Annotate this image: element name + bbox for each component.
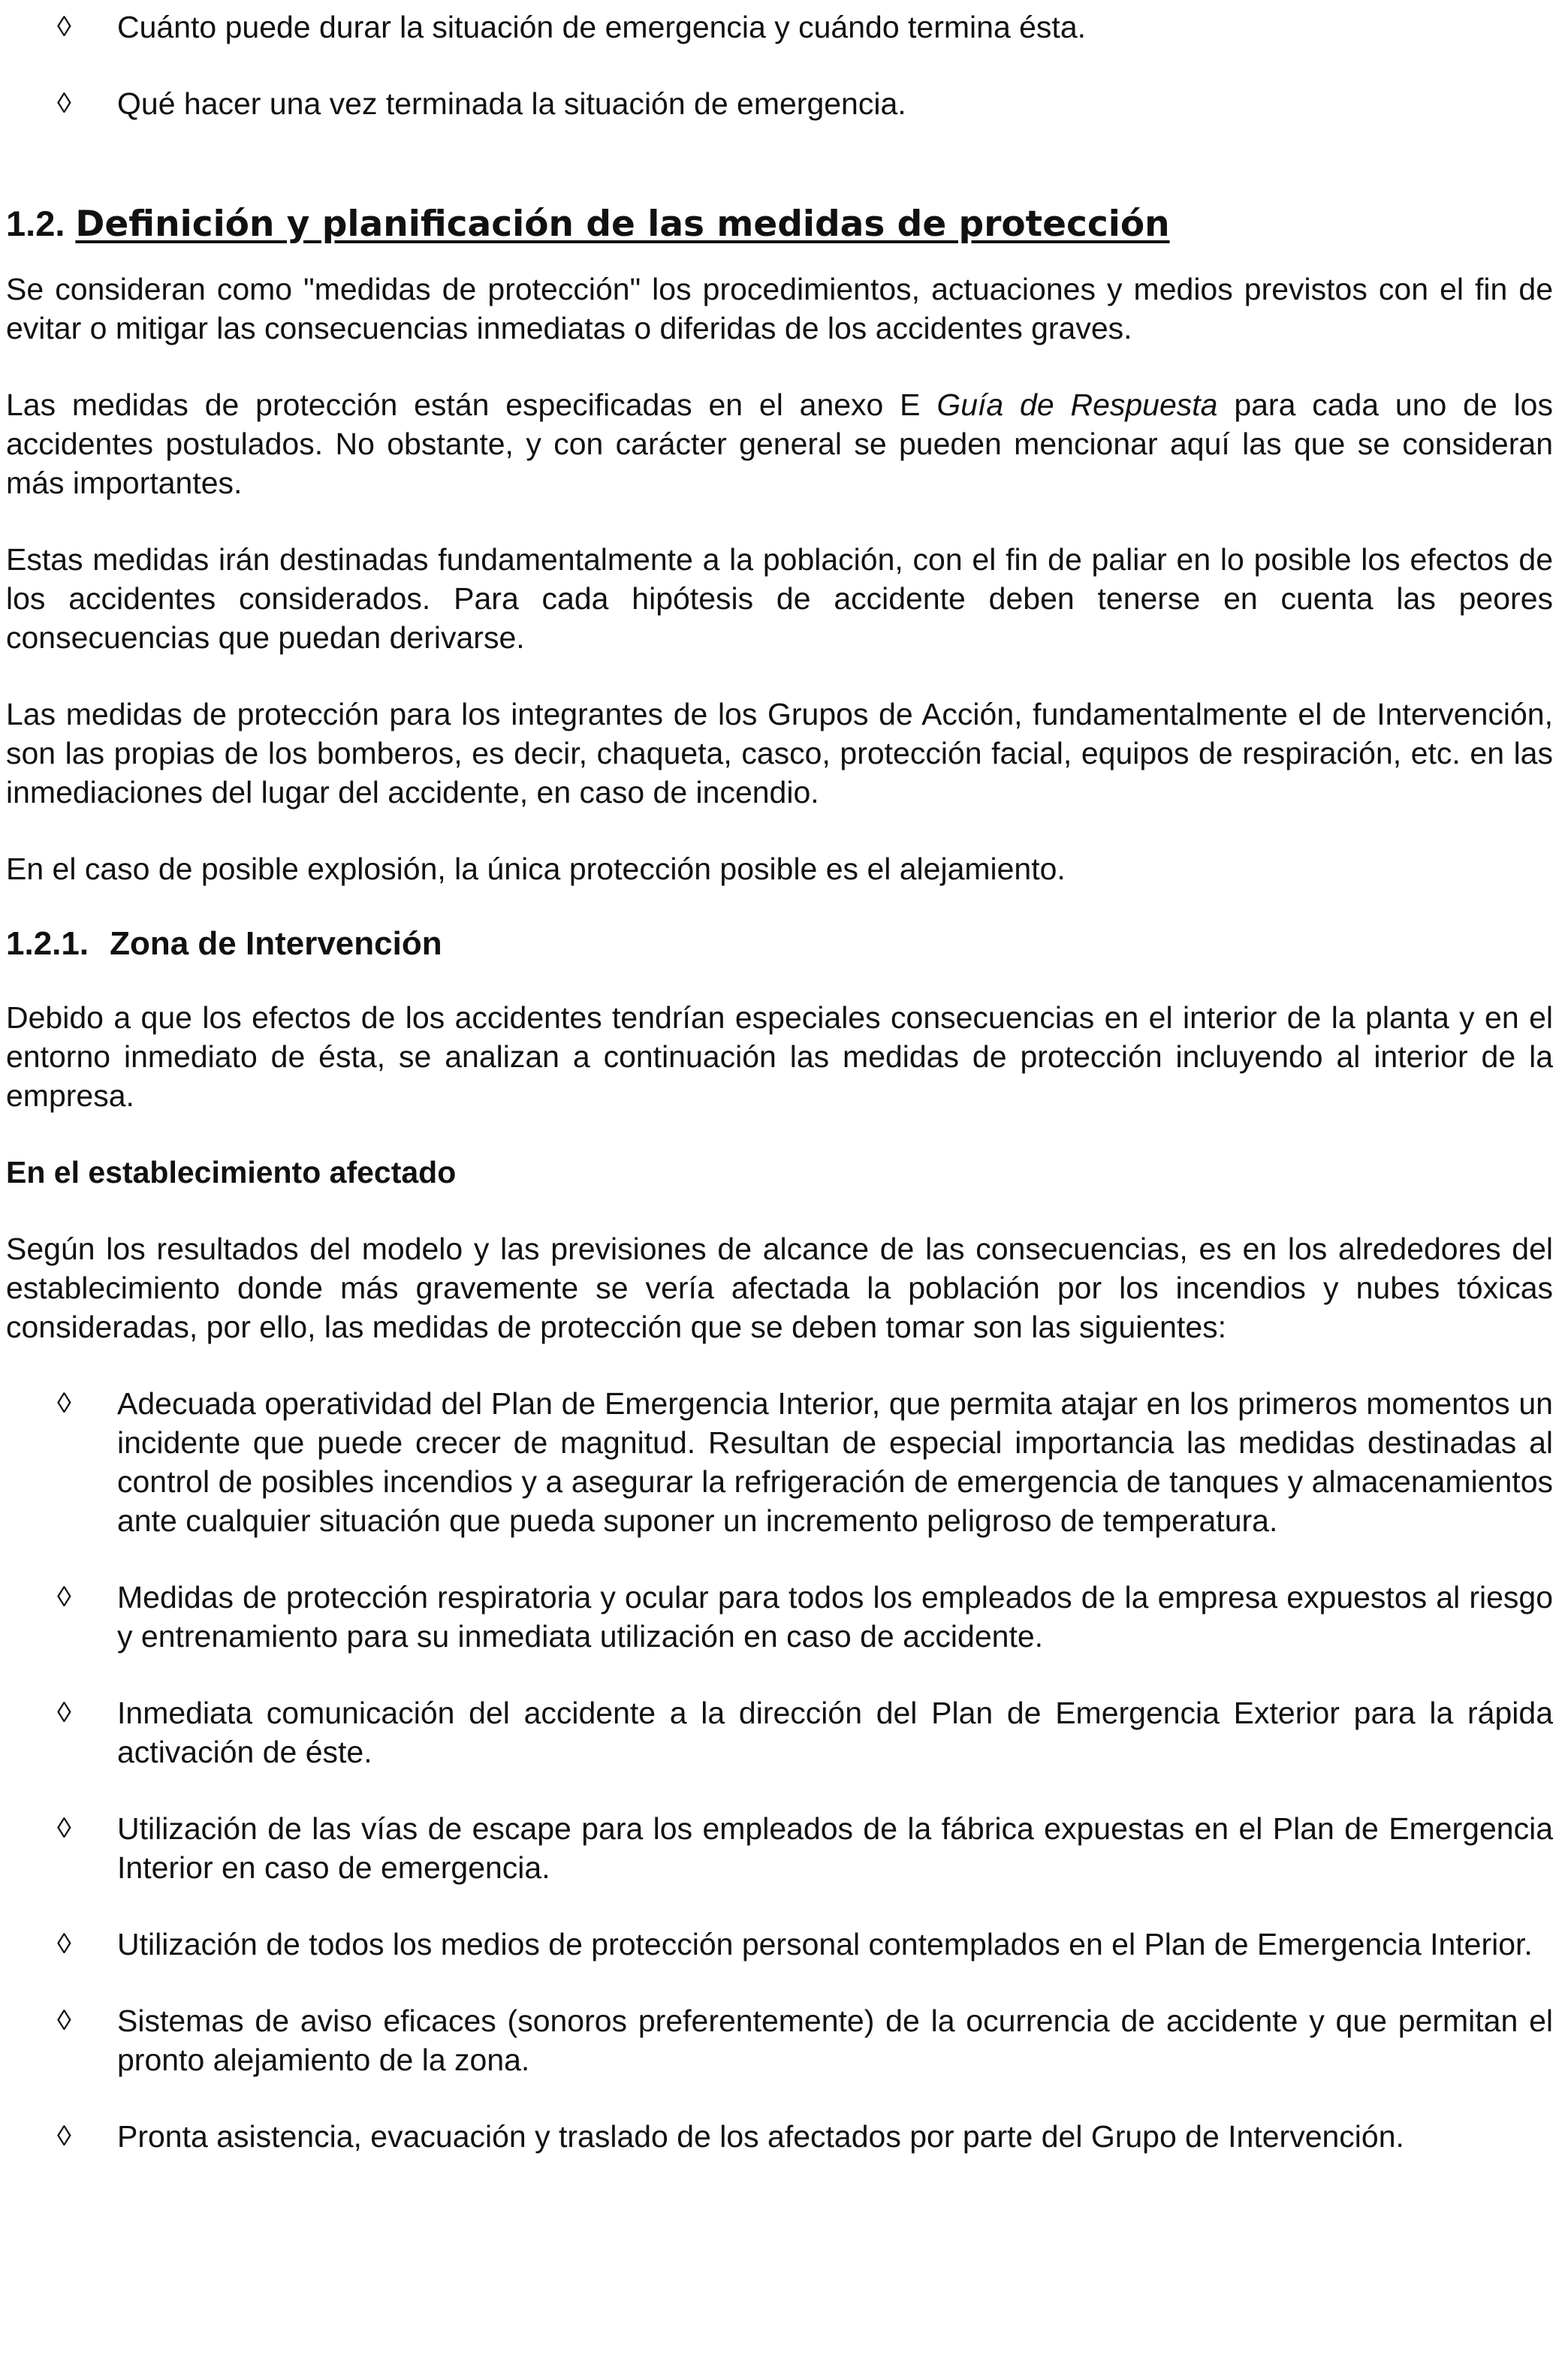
list-item — [6, 1578, 1553, 1656]
diamond-bullet-icon: ◊ — [57, 1813, 71, 1844]
list-item — [6, 1693, 1553, 1771]
paragraph: Se consideran como "medidas de protección" los procedimientos, actuaciones y medios previstos con el fin de evitar o mitigar las consecuencias inmediatas o diferidas de los accidentes graves. — [6, 272, 1553, 345]
diamond-bullet-icon: ◊ — [57, 1928, 71, 1960]
list-item-text: Inmediata comunicación del accidente a la dirección del Plan de Emergencia Exterior para la rápida activación de éste. — [117, 1696, 1553, 1769]
paragraph: Debido a que los efectos de los accidentes tendrían especiales consecuencias en el interior de la planta y en el entorno inmediato de ésta, se analizan a continuación las medidas de protección incluyendo al interior de la empresa. — [6, 1000, 1553, 1113]
diamond-bullet-icon: ◊ — [57, 1697, 71, 1729]
list-item-text: Pronta asistencia, evacuación y traslado de los afectados por parte del Grupo de Intervención. — [117, 2119, 1404, 2154]
paragraph-text: Las medidas de protección están especificadas en el anexo E — [6, 387, 937, 422]
list-item — [6, 8, 1553, 47]
list-item — [6, 2001, 1553, 2079]
list-item — [6, 1384, 1553, 1540]
list-item-text: Medidas de protección respiratoria y ocular para todos los empleados de la empresa expuestos al riesgo y entrenamiento para su inmediata utilización en caso de accidente. — [117, 1580, 1553, 1654]
annex-reference: Guía de Respuesta — [936, 387, 1218, 422]
diamond-bullet-icon: ◊ — [57, 1388, 71, 1419]
paragraph: En el caso de posible explosión, la única protección posible es el alejamiento. — [6, 852, 1066, 886]
list-item — [6, 1925, 1553, 1964]
paragraph: Las medidas de protección para los integrantes de los Grupos de Acción, fundamentalmente el de Intervención, son las propias de los bomberos, es decir, chaqueta, casco, protección facial, equipos de respiración, etc. en las inmediaciones del lugar del accidente, en caso de incendio. — [6, 697, 1553, 810]
paragraph: Estas medidas irán destinadas fundamentalmente a la población, con el fin de paliar en lo posible los efectos de los accidentes considerados. Para cada hipótesis de accidente deben tenerse en cuenta las peores consecuencias que puedan derivarse. — [6, 542, 1553, 655]
paragraph: Según los resultados del modelo y las previsiones de alcance de las consecuencias, es en los alrededores del establecimiento donde más gravemente se vería afectada la población por los incendios y nubes tóxicas consideradas, por ello, las medidas de protección que se deben tomar son las siguientes: — [6, 1232, 1553, 1344]
section-title: Zona de Intervención — [110, 925, 442, 962]
section-title: Definición y planificación de las medidas de protección — [75, 204, 1170, 245]
diamond-bullet-icon: ◊ — [57, 2005, 71, 2037]
paragraph — [6, 385, 1553, 502]
document-page — [6, 0, 1553, 2194]
section-number: 1.2.1. — [6, 925, 89, 962]
diamond-bullet-icon: ◊ — [57, 88, 71, 119]
subheading: En el establecimiento afectado — [6, 1155, 457, 1190]
list-item-text: Sistemas de aviso eficaces (sonoros preferentemente) de la ocurrencia de accidente y que permitan el pronto alejamiento de la zona. — [117, 2004, 1553, 2077]
list-item — [6, 1809, 1553, 1887]
paragraph-text: para cada uno de los accidentes postulados. No obstante, y con carácter general se pueden mencionar aquí las que se consideran más importantes. — [6, 387, 1553, 500]
list-item-text: Cuánto puede durar la situación de emergencia y cuándo termina ésta. — [117, 10, 1087, 44]
section-heading-1-2-1 — [6, 923, 1553, 965]
list-item — [6, 2117, 1553, 2156]
list-item — [6, 84, 1553, 123]
section-heading-1-2 — [6, 201, 1553, 247]
diamond-bullet-icon: ◊ — [57, 1581, 71, 1613]
list-item-text: Utilización de todos los medios de protección personal contemplados en el Plan de Emergencia Interior. — [117, 1927, 1533, 1961]
diamond-bullet-icon: ◊ — [57, 11, 71, 43]
list-item-text: Qué hacer una vez terminada la situación de emergencia. — [117, 86, 906, 121]
diamond-bullet-icon: ◊ — [57, 2121, 71, 2152]
section-number: 1.2. — [6, 204, 65, 243]
list-item-text: Adecuada operatividad del Plan de Emergencia Interior, que permita atajar en los primeros momentos un incidente que puede crecer de magnitud. Resultan de especial importancia las medidas destinadas al control de posibles incendios y a asegurar la refrigeración de emergencia de tanques y almacenamientos ante cualquier situación que pueda suponer un incremento peligroso de temperatura. — [117, 1386, 1553, 1538]
list-item-text: Utilización de las vías de escape para los empleados de la fábrica expuestas en el Plan de Emergencia Interior en caso de emergencia. — [117, 1811, 1553, 1885]
